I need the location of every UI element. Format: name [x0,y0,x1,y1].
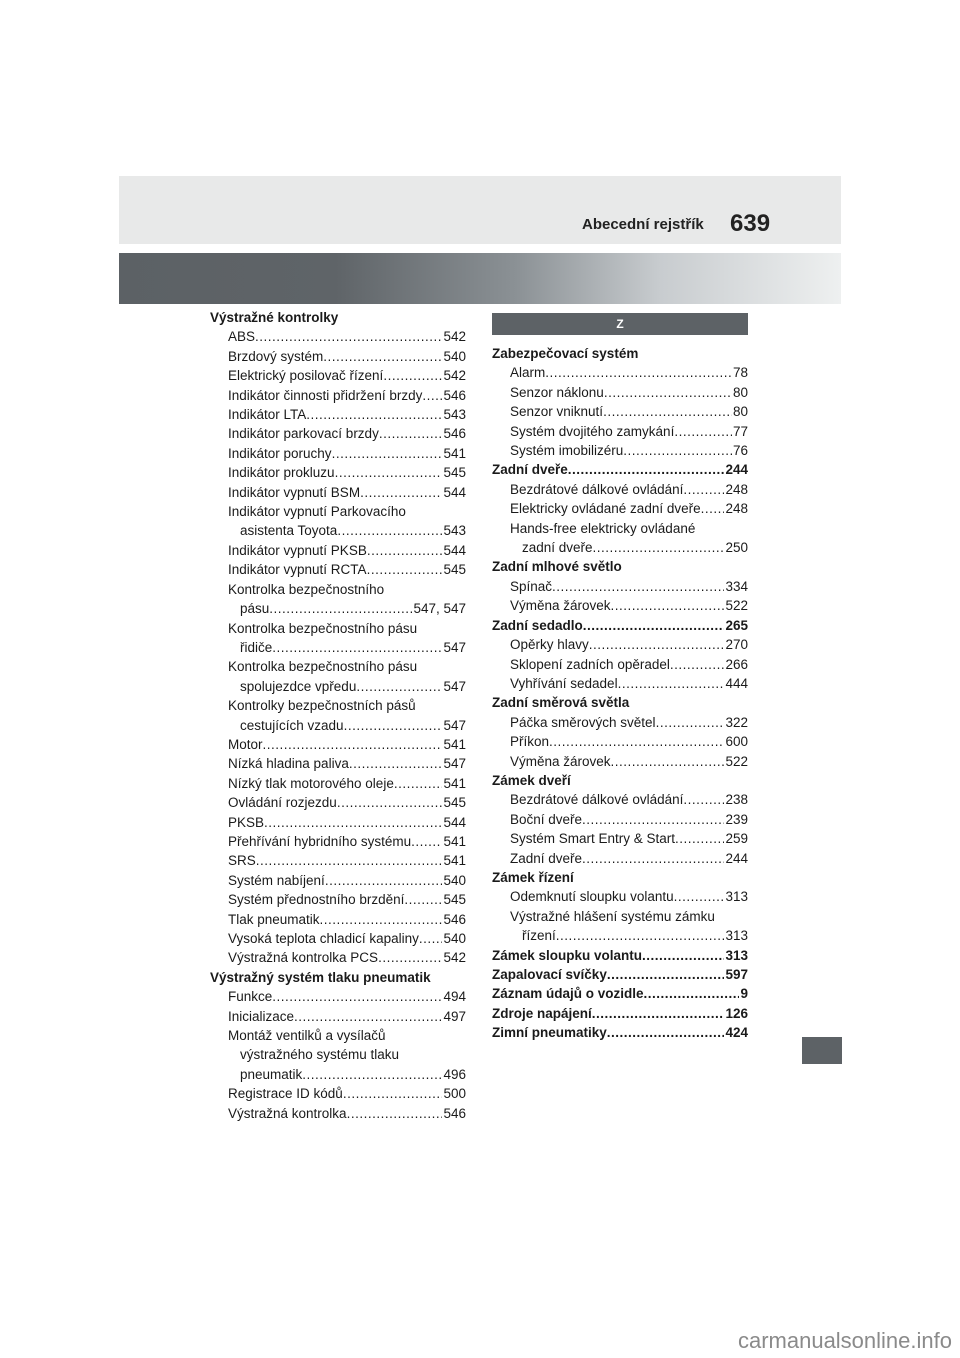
page-ref: 500 [443,1086,466,1102]
leader-dots [675,829,724,848]
page-ref: 77 [732,423,748,439]
page-ref: 547 [443,756,466,772]
leader-dots [337,793,443,812]
leader-dots [683,480,724,499]
page-ref: 541 [443,736,466,752]
page-ref: 540 [443,931,466,946]
entry-text: Kontrolka bezpečnostního [228,581,385,597]
page-ref: 541 [443,833,466,849]
entry-text: Nízká hladina paliva [228,756,349,772]
index-entry [210,774,466,793]
leader-dots [589,635,725,654]
entry-text: Zámek sloupku volantu [492,947,643,963]
index-entry [210,948,466,967]
index-entry [210,1084,466,1103]
page-ref: 424 [725,1025,748,1041]
entry-text: ABS [228,329,256,345]
entry-text: Indikátor vypnutí BSM [228,484,361,500]
page-ref: 334 [725,578,748,594]
entry-text: Výstražné hlášení systému zámku [510,908,715,924]
index-entry [492,829,748,848]
page-ref: 250 [725,540,748,556]
entry-text: Montáž ventilků a vysílačů [228,1028,386,1044]
leader-dots [552,577,724,596]
index-entry [210,696,466,715]
leader-dots [379,424,443,443]
entry-text: Systém dvojitého zamykání [510,423,675,439]
entry-text: Bezdrátové dálkové ovládání [510,481,684,497]
entry-text: Výměna žárovek [510,598,611,614]
entry-text: Senzor vniknutí [510,404,604,420]
entry-text: Zámek řízení [492,869,574,885]
page-ref: 265 [725,617,748,633]
page-ref: 541 [443,775,466,791]
index-heading [492,771,748,790]
leader-dots [256,851,443,870]
leader-dots [367,541,443,560]
entry-text: řidiče [240,639,273,655]
leader-dots [611,752,725,771]
entry-text: Zadní sedadlo [492,617,583,633]
index-entry [210,347,466,366]
entry-text: PKSB [228,814,265,830]
entry-text: Zdroje napájení [492,1005,592,1021]
index-entry [492,810,748,829]
index-heading [492,1004,748,1023]
leader-dots [670,655,725,674]
page-ref: 126 [725,1005,748,1021]
page-ref: 270 [725,637,748,653]
page-ref: 543 [443,523,466,539]
leader-dots [701,499,725,518]
entry-text: Boční dveře [510,811,583,827]
leader-dots [603,402,732,421]
letter-section-bar: Z [492,313,748,335]
leader-dots [269,599,412,618]
entry-text: zadní dveře [522,540,593,556]
leader-dots [568,460,725,479]
entry-text: Kontrolka bezpečnostního pásu [228,659,418,675]
entry-text: Výměna žárovek [510,753,611,769]
leader-dots [607,965,725,984]
entry-text: Tlak pneumatik [228,911,320,927]
index-entry [210,619,466,638]
page-ref: 542 [443,368,466,384]
leader-dots [618,674,725,693]
index-heading [492,557,748,576]
index-entry [492,422,748,441]
leader-dots [264,813,442,832]
entry-text: Zadní směrová světla [492,695,630,711]
page-ref: 76 [732,443,748,459]
leader-dots [294,1007,442,1026]
entry-text: Vysoká teplota chladicí kapaliny [228,931,419,946]
index-entry [492,538,748,557]
leader-dots [349,754,443,773]
index-entry [492,926,748,945]
entry-text: Bezdrátové dálkové ovládání [510,792,684,808]
index-entry [210,502,466,521]
watermark: carmanualsonline.info [737,1328,952,1353]
leader-dots [356,677,442,696]
index-heading [492,460,748,479]
page-ref: 522 [725,598,748,614]
page-ref: 542 [443,329,466,345]
page-ref: 266 [725,656,748,672]
entry-text: Páčka směrových světel [510,714,656,730]
page-ref: 544 [443,814,466,830]
page-ref: 545 [443,892,466,908]
index-heading [492,693,748,712]
page-ref: 597 [725,967,748,982]
entry-text: Výstražný systém tlaku pneumatik [210,969,431,985]
index-entry [210,1045,466,1064]
entry-text: Zabezpečovací systém [492,346,639,361]
page-ref: 547 [443,678,466,694]
entry-text: Indikátor vypnutí Parkovacího [228,504,406,520]
index-entry [210,463,466,482]
page-ref: 546 [443,387,466,403]
entry-text: Přehřívání hybridního systému [228,833,412,849]
entry-text: Systém imobilizéru [510,443,624,459]
index-entry [492,655,748,674]
index-entry [492,577,748,596]
entry-text: Zapalovací svíčky [492,967,607,982]
index-heading [492,344,748,363]
entry-text: výstražného systému tlaku [240,1047,400,1063]
entry-text: Zimní pneumatiky [492,1025,607,1041]
leader-dots [593,538,725,557]
page-ref: 545 [443,562,466,578]
entry-text: Indikátor vypnutí RCTA [228,562,367,578]
index-entry [210,890,466,909]
page-number: 639 [730,210,771,237]
leader-dots [422,386,442,405]
page-ref: 547 [443,717,466,733]
index-entry [210,405,466,424]
index-entry [210,541,466,560]
entry-text: Indikátor prokluzu [228,465,335,481]
section-tab [802,1037,842,1064]
page-ref: 542 [443,950,466,966]
leader-dots [394,774,443,793]
leader-dots [325,871,443,890]
page-ref: 497 [443,1008,466,1024]
page-ref: 541 [443,445,466,461]
page-ref: 547, 547 [413,601,466,617]
leader-dots [347,1104,443,1123]
entry-text: asistenta Toyota [240,523,338,539]
index-heading [492,965,748,984]
entry-text: řízení [522,928,556,944]
index-entry [492,849,748,868]
index-entry [210,657,466,676]
page-ref: 259 [725,831,748,847]
page-ref: 80 [732,384,748,400]
index-entry [492,383,748,402]
page-ref: 546 [443,1105,466,1121]
entry-text: Hands-free elektricky ovládané [510,520,696,536]
entry-text: Elektrický posilovač řízení [228,368,384,384]
page-ref: 600 [725,734,748,750]
index-entry [210,638,466,657]
index-entry [210,929,466,948]
page-ref: 546 [443,426,466,442]
index-entry [210,560,466,579]
entry-text: Systém Smart Entry & Start [510,831,676,847]
page-ref: 540 [443,348,466,364]
page-ref: 80 [732,404,748,420]
entry-text: Odemknutí sloupku volantu [510,889,674,905]
index-entry [492,596,748,615]
entry-text: Elektricky ovládané zadní dveře [510,501,701,517]
index-heading [492,616,748,635]
entry-text: Nízký tlak motorového oleje [228,775,394,791]
entry-text: Registrace ID kódů [228,1086,343,1102]
index-entry [210,851,466,870]
leader-dots [263,735,443,754]
leader-dots [607,1023,725,1042]
index-entry [492,752,748,771]
leader-dots [255,327,442,346]
entry-text: Sklopení zadních opěradel [510,656,670,672]
entry-text: Indikátor poruchy [228,445,332,461]
leader-dots [683,790,724,809]
leader-dots [272,638,442,657]
leader-dots [623,441,732,460]
leader-dots [337,521,442,540]
entry-text: Alarm [510,365,546,381]
entry-text: Záznam údajů o vozidle [492,986,644,1002]
index-entry [492,402,748,421]
leader-dots [656,713,725,732]
leader-dots [378,948,442,967]
index-entry [210,366,466,385]
entry-text: Systém přednostního brzdění [228,892,405,908]
index-entry [210,677,466,696]
index-entry [210,599,466,618]
entry-text: Výstražná kontrolka PCS [228,950,379,966]
leader-dots [411,832,442,851]
leader-dots [383,366,442,385]
index-entry [210,716,466,735]
entry-text: Systém nabíjení [228,872,325,888]
leader-dots [335,463,443,482]
index-entry [210,871,466,890]
leader-dots [404,890,442,909]
page-header [119,176,841,244]
leader-dots [306,405,442,424]
page-ref: 313 [725,928,748,944]
index-entry [210,1104,466,1123]
index-entry [492,732,748,751]
index-entry [492,480,748,499]
leader-dots [343,1084,443,1103]
index-entry [210,327,466,346]
leader-dots [302,1065,442,1084]
page-ref: 546 [443,911,466,927]
header-gradient-band [119,253,841,304]
leader-dots [611,596,725,615]
entry-text: Kontrolka bezpečnostního pásu [228,620,418,636]
section-title: Abecední rejstřík [582,216,704,233]
index-heading [210,308,466,327]
index-column-left [210,308,466,1123]
page-ref: 78 [732,365,748,381]
page-ref: 496 [443,1066,466,1082]
index-entry [210,1007,466,1026]
entry-text: SRS [228,853,256,869]
index-entry [210,1065,466,1084]
entry-text: Vyhřívání sedadel [510,675,618,691]
entry-text: Funkce [228,989,273,1005]
leader-dots [592,1004,725,1023]
entry-text: Zámek dveří [492,772,571,788]
index-entry [210,424,466,443]
index-entry [210,521,466,540]
entry-text: Zadní mlhové světlo [492,559,622,575]
index-entry [210,386,466,405]
index-entry [210,444,466,463]
index-entry [210,483,466,502]
index-entry [210,580,466,599]
leader-dots [604,383,732,402]
entry-text: Ovládání rozjezdu [228,795,337,811]
leader-dots [583,616,725,635]
page-ref: 522 [725,753,748,769]
page-ref: 543 [443,407,466,423]
index-entry [210,813,466,832]
entry-text: Motor [228,736,263,752]
page-ref: 322 [725,714,748,730]
entry-text: Opěrky hlavy [510,637,589,653]
page-ref: 541 [443,853,466,869]
leader-dots [344,716,443,735]
index-entry [492,713,748,732]
entry-text: Senzor náklonu [510,384,604,400]
leader-dots [582,849,724,868]
entry-text: Indikátor vypnutí PKSB [228,542,367,558]
entry-text: pásu [240,601,270,617]
leader-dots [642,946,724,965]
entry-text: Kontrolky bezpečnostních pásů [228,698,416,714]
entry-text: Indikátor LTA [228,407,307,423]
leader-dots [545,363,732,382]
page-ref: 444 [725,675,748,691]
index-entry [210,754,466,773]
index-entry [210,910,466,929]
page-ref: 244 [725,462,748,478]
index-entry [492,441,748,460]
page-ref: 547 [443,639,466,655]
leader-dots [323,347,442,366]
leader-dots [556,926,725,945]
page-ref: 313 [725,889,748,905]
leader-dots [674,422,732,441]
index-entry [210,987,466,1006]
entry-text: Zadní dveře [510,850,583,866]
page-ref: 494 [443,989,466,1005]
index-heading [492,984,748,1003]
index-entry [492,635,748,654]
leader-dots [272,987,442,1006]
page-ref: 545 [443,795,466,811]
index-heading [492,1023,748,1042]
page-ref: 238 [725,792,748,808]
index-entry [492,519,748,538]
page-ref: 313 [725,947,748,963]
page-ref: 239 [725,811,748,827]
index-entry [210,735,466,754]
index-entry [492,887,748,906]
entry-text: Příkon [510,734,550,750]
page-ref: 9 [740,986,748,1002]
leader-dots [674,887,725,906]
index-column-right [492,344,748,1043]
page-ref: 540 [443,872,466,888]
leader-dots [320,910,443,929]
entry-text: cestujících vzadu [240,717,344,733]
leader-dots [549,732,724,751]
page-ref: 545 [443,465,466,481]
page-ref: 244 [725,850,748,866]
index-heading [210,968,466,987]
entry-text: Brzdový systém [228,348,324,364]
entry-text: Inicializace [228,1008,295,1024]
entry-text: Spínač [510,578,553,594]
index-heading [492,946,748,965]
index-entry [210,1026,466,1045]
index-entry [492,790,748,809]
page-ref: 544 [443,484,466,500]
entry-text: Zadní dveře [492,462,568,478]
leader-dots [367,560,443,579]
entry-text: Výstražné kontrolky [210,310,339,325]
entry-text: Indikátor činnosti přidržení brzdy [228,387,423,403]
page-ref: 248 [725,501,748,517]
page-ref: 248 [725,481,748,497]
index-entry [492,674,748,693]
index-entry [210,793,466,812]
leader-dots [582,810,724,829]
entry-text: Výstražná kontrolka [228,1105,347,1121]
entry-text: pneumatik [240,1066,303,1082]
leader-dots [332,444,443,463]
index-entry [210,832,466,851]
leader-dots [360,483,442,502]
page-ref: 544 [443,542,466,558]
leader-dots [419,929,443,948]
index-entry [492,363,748,382]
index-heading [492,868,748,887]
entry-text: Indikátor parkovací brzdy [228,426,379,442]
index-entry [492,499,748,518]
entry-text: spolujezdce vpředu [240,678,357,694]
leader-dots [644,984,740,1003]
index-entry [492,907,748,926]
